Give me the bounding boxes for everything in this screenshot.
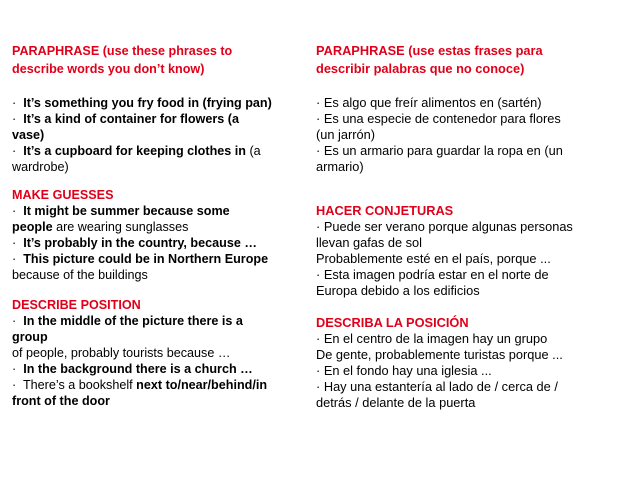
paraphrase-item-3-en: · It’s a cupboard for keeping clothes in (a (12, 144, 261, 158)
paraphrase-item-2-en-cont: vase) (12, 128, 45, 142)
paraphrase-item-2-es: · Es una especie de contenedor para flores (316, 111, 561, 126)
guess-item-1-es-cont: llevan gafas de sol (316, 235, 422, 250)
paraphrase-item-2-en: · It’s a kind of container for flowers (a (12, 112, 239, 126)
paraphrase-item-3-es-cont: armario) (316, 159, 364, 174)
guess-item-1-en-cont: people are wearing sunglasses (12, 220, 189, 234)
paraphrase-heading-es-2: describir palabras que no conoce) (316, 61, 525, 76)
guess-item-2-es: Probablemente esté en el país, porque ... (316, 251, 551, 266)
paraphrase-item-3-en-cont: wardrobe) (12, 160, 69, 174)
guess-heading-en: MAKE GUESSES (12, 188, 114, 202)
paraphrase-item-3-es: · Es un armario para guardar la ropa en (un (316, 143, 563, 158)
position-item-2-en: · In the background there is a church … (12, 362, 253, 376)
guess-item-3-es-cont: Europa debido a los edificios (316, 283, 480, 298)
position-item-1-es: · En el centro de la imagen hay un grupo (316, 331, 548, 346)
guess-heading-es: HACER CONJETURAS (316, 203, 454, 218)
paraphrase-item-1-en: · It’s something you fry food in (frying pan) (12, 96, 272, 110)
position-heading-es: DESCRIBA LA POSICIÓN (316, 315, 469, 330)
paraphrase-item-1-es: · Es algo que freír alimentos en (sartén) (316, 95, 542, 110)
guess-item-3-es: · Esta imagen podría estar en el norte de (316, 267, 549, 282)
guess-item-2-en: · It’s probably in the country, because … (12, 236, 257, 250)
guess-item-1-es: · Puede ser verano porque algunas personas (316, 219, 573, 234)
position-item-1-en-cont-2: of people, probably tourists because … (12, 346, 231, 360)
guess-item-1-en: · It might be summer because some (12, 204, 230, 218)
guess-item-3-en-cont: because of the buildings (12, 268, 148, 282)
position-item-1-en: · In the middle of the picture there is a (12, 314, 243, 328)
paraphrase-item-2-es-cont: (un jarrón) (316, 127, 376, 142)
guess-item-3-en: · This picture could be in Northern Europe (12, 252, 269, 266)
position-item-2-es: · En el fondo hay una iglesia ... (316, 363, 492, 378)
position-item-3-es-cont: detrás / delante de la puerta (316, 395, 476, 410)
position-heading-en: DESCRIBE POSITION (12, 298, 141, 312)
paraphrase-heading-en-2: describe words you don’t know) (12, 62, 205, 76)
position-item-1-en-cont: group (12, 330, 48, 344)
position-item-3-es: · Hay una estantería al lado de / cerca de / (316, 379, 558, 394)
position-item-1-es-cont: De gente, probablemente turistas porque ... (316, 347, 563, 362)
position-item-3-en-cont: front of the door (12, 394, 110, 408)
position-item-3-en: · There’s a bookshelf next to/near/behind/in (12, 378, 268, 392)
paraphrase-heading-es: PARAPHRASE (use estas frases para (316, 43, 543, 58)
paraphrase-heading-en: PARAPHRASE (use these phrases to (12, 44, 233, 58)
